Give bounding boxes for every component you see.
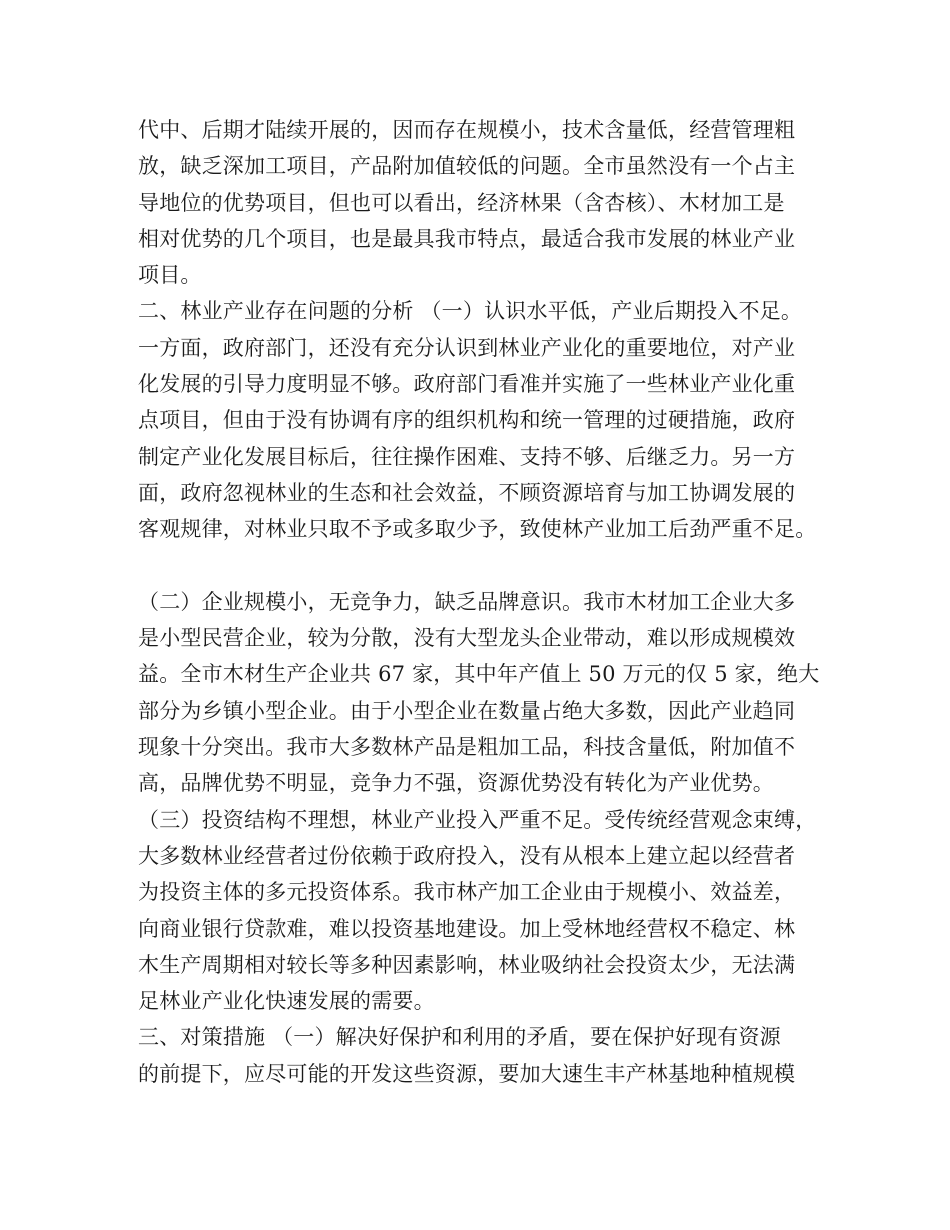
text-line: 代中、后期才陆续开展的，因而存在规模小，技术含量低，经营管理粗 xyxy=(138,118,796,142)
paragraph-section-2-3 xyxy=(138,802,828,1020)
text-line: 放，缺乏深加工项目，产品附加值较低的问题。全市虽然没有一个占主 xyxy=(138,154,796,179)
text-line: 足林业产业化快速发展的需要。 xyxy=(138,989,435,1014)
paragraph-section-2-1 xyxy=(138,293,828,547)
text-line: 面，政府忽视林业的生态和社会效益，不顾资源培育与加工协调发展的 xyxy=(138,480,796,505)
document-body xyxy=(138,112,828,1092)
text-line: 高，品牌优势不明显，竞争力不强，资源优势没有转化为产业优势。 xyxy=(138,771,774,796)
text-line: 的前提下，应尽可能的开发这些资源，要加大速生丰产林基地种植规模 xyxy=(138,1061,796,1086)
text-line: 为投资主体的多元投资体系。我市林产加工企业由于规模小、效益差， xyxy=(138,880,796,905)
section-heading-line: 二、林业产业存在问题的分析 （一）认识水平低，产业后期投入不足。 xyxy=(138,299,803,324)
text-line: 木生产周期相对较长等多种因素影响，林业吸纳社会投资太少，无法满 xyxy=(138,952,796,977)
text-line: 益。全市木材生产企业共 67 家，其中年产值上 50 万元的仅 5 家，绝大 xyxy=(138,662,820,687)
text-line: 客观规律，对林业只取不予或多取少予，致使林产业加工后劲严重不足。 xyxy=(138,517,817,542)
paragraph-intro xyxy=(138,112,828,293)
text-line: 相对优势的几个项目，也是最具我市特点，最适合我市发展的林业产业 xyxy=(138,226,796,251)
text-line: 是小型民营企业，较为分散，没有大型龙头企业带动，难以形成规模效 xyxy=(138,626,796,651)
section-heading-line: 三、对策措施 （一）解决好保护和利用的矛盾，要在保护好现有资源 xyxy=(138,1025,781,1050)
text-line: 向商业银行贷款难，难以投资基地建设。加上受林地经营权不稳定、林 xyxy=(138,916,796,941)
paragraph-section-3-1 xyxy=(138,1019,828,1092)
text-line: 化发展的引导力度明显不够。政府部门看准并实施了一些林业产业化重 xyxy=(138,372,796,397)
text-line: 大多数林业经营者过份依赖于政府投入，没有从根本上建立起以经营者 xyxy=(138,843,796,868)
text-line: 现象十分突出。我市大多数林产品是粗加工品，科技含量低，附加值不 xyxy=(138,735,796,760)
text-line: 点项目，但由于没有协调有序的组织机构和统一管理的过硬措施，政府 xyxy=(138,408,796,433)
text-line: （三）投资结构不理想，林业产业投入严重不足。受传统经营观念束缚， xyxy=(138,807,817,832)
text-line: 一方面，政府部门，还没有充分认识到林业产业化的重要地位，对产业 xyxy=(138,335,796,360)
text-line: 项目。 xyxy=(138,263,202,288)
paragraph-spacer xyxy=(138,548,828,584)
text-line: 制定产业化发展目标后，往往操作困难、支持不够、后继乏力。另一方 xyxy=(138,444,796,469)
text-line: （二）企业规模小，无竞争力，缺乏品牌意识。我市木材加工企业大多 xyxy=(138,589,796,614)
text-line: 部分为乡镇小型企业。由于小型企业在数量占绝大多数，因此产业趋同 xyxy=(138,698,796,723)
paragraph-section-2-2 xyxy=(138,584,828,802)
text-line: 导地位的优势项目，但也可以看出，经济林果（含杏核）、木材加工是 xyxy=(138,190,785,215)
